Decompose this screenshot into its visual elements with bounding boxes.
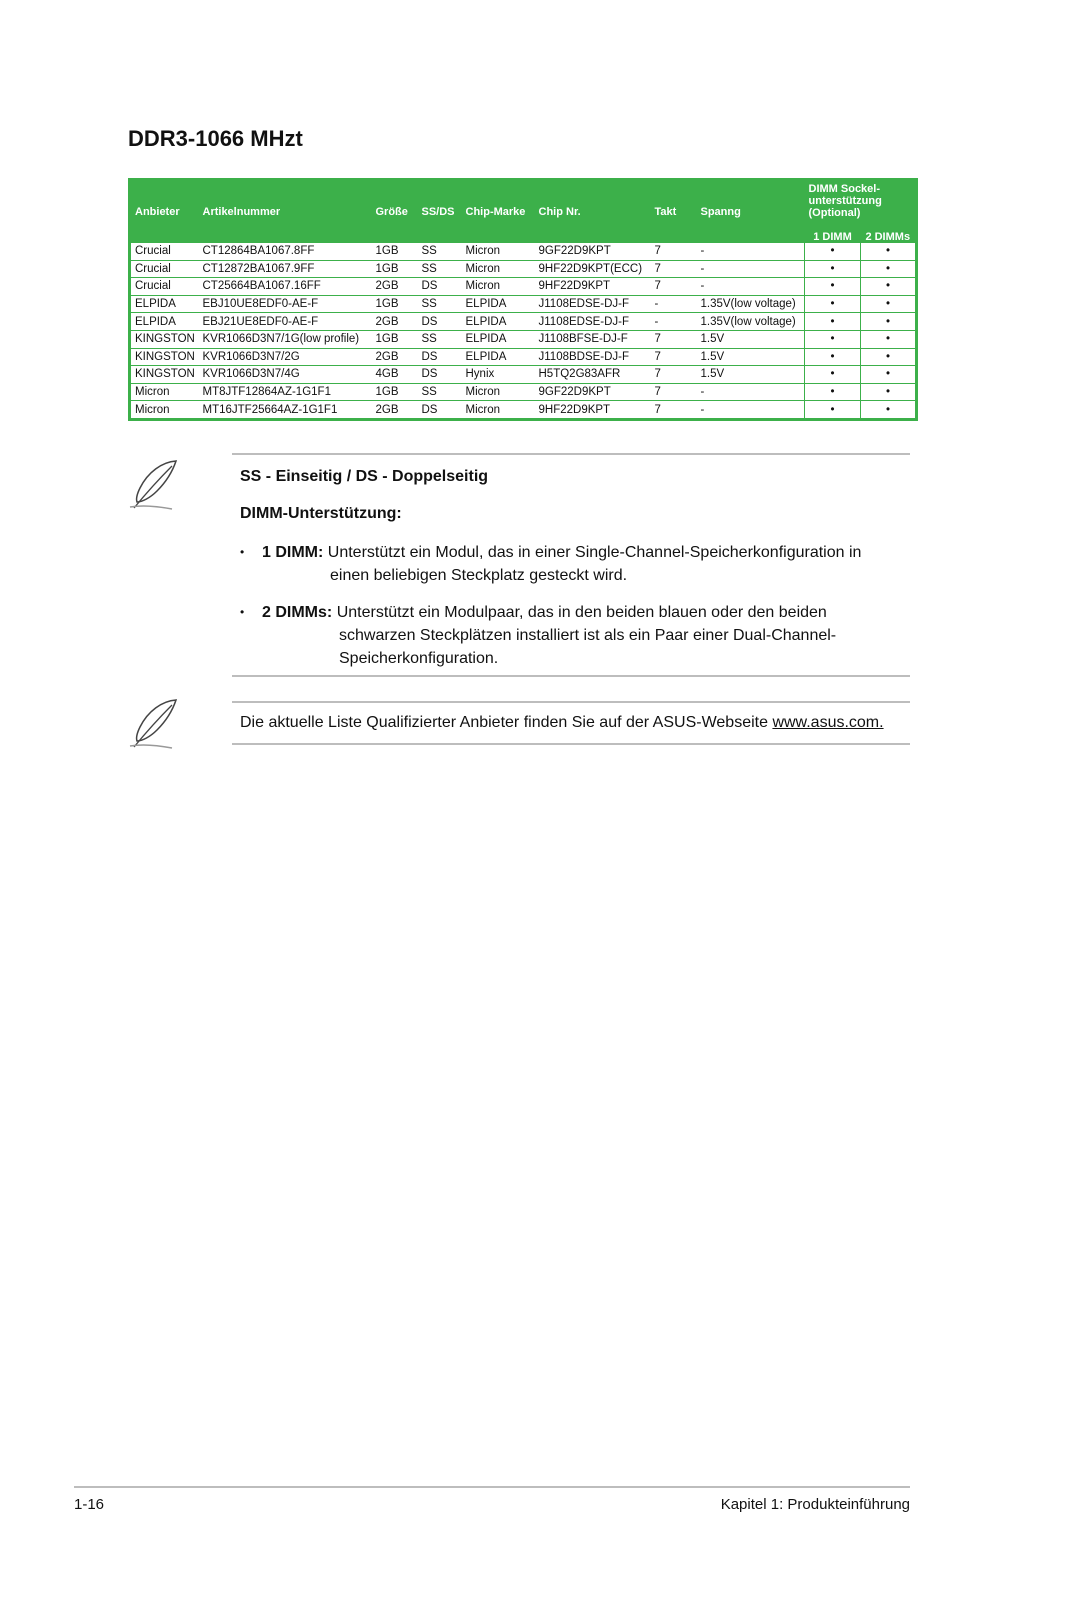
table-row bbox=[130, 348, 917, 366]
bullet2-text-line1: Unterstützt ein Modulpaar, das in den beiden blauen oder den beiden bbox=[336, 604, 827, 621]
note-feather-icon bbox=[128, 697, 180, 751]
page-number: 1-16 bbox=[74, 1496, 105, 1513]
cell-timing: 7 bbox=[651, 401, 697, 420]
cell-timing: 7 bbox=[651, 278, 697, 296]
cell-one-dimm: • bbox=[805, 313, 861, 331]
cell-chip-brand: ELPIDA bbox=[462, 313, 535, 331]
cell-chip-number: 9GF22D9KPT bbox=[535, 383, 651, 401]
cell-size: 1GB bbox=[372, 243, 418, 260]
cell-voltage: - bbox=[697, 401, 805, 420]
cell-size: 2GB bbox=[372, 401, 418, 420]
cell-chip-brand: Micron bbox=[462, 383, 535, 401]
cell-one-dimm: • bbox=[805, 348, 861, 366]
bullet-2-dimms bbox=[240, 601, 900, 670]
cell-voltage: 1.5V bbox=[697, 366, 805, 384]
cell-chip-brand: ELPIDA bbox=[462, 330, 535, 348]
cell-chip-number: J1108EDSE-DJ-F bbox=[535, 313, 651, 331]
table-header-row bbox=[130, 180, 917, 231]
col-header-timing: Takt bbox=[651, 180, 697, 244]
cell-size: 1GB bbox=[372, 260, 418, 278]
cell-timing: 7 bbox=[651, 366, 697, 384]
cell-part-number: CT12864BA1067.8FF bbox=[199, 243, 372, 260]
cell-vendor: ELPIDA bbox=[130, 295, 199, 313]
bullet1-label: 1 DIMM: bbox=[262, 544, 324, 561]
cell-vendor: Crucial bbox=[130, 243, 199, 260]
cell-chip-brand: Micron bbox=[462, 278, 535, 296]
bullet2-label: 2 DIMMs: bbox=[262, 604, 333, 621]
cell-size: 1GB bbox=[372, 383, 418, 401]
cell-part-number: EBJ10UE8EDF0-AE-F bbox=[199, 295, 372, 313]
cell-ssds: SS bbox=[418, 383, 462, 401]
cell-part-number: MT8JTF12864AZ-1G1F1 bbox=[199, 383, 372, 401]
note2-sentence: Die aktuelle Liste Qualifizierter Anbieter finden Sie auf der ASUS-Webseite bbox=[240, 714, 768, 731]
cell-part-number: CT25664BA1067.16FF bbox=[199, 278, 372, 296]
cell-two-dimms: • bbox=[861, 366, 917, 384]
table-row bbox=[130, 295, 917, 313]
bullet2-text-line2: schwarzen Steckplätzen installiert ist als ein Paar einer Dual-Channel- bbox=[339, 627, 837, 644]
cell-ssds: DS bbox=[418, 348, 462, 366]
bullet-mark: • bbox=[240, 605, 245, 619]
cell-part-number: KVR1066D3N7/1G(low profile) bbox=[199, 330, 372, 348]
col-header-part-number: Artikelnummer bbox=[199, 180, 372, 244]
col-header-dimm-support bbox=[805, 180, 917, 231]
cell-voltage: 1.35V(low voltage) bbox=[697, 295, 805, 313]
cell-part-number: MT16JTF25664AZ-1G1F1 bbox=[199, 401, 372, 420]
cell-chip-number: J1108EDSE-DJ-F bbox=[535, 295, 651, 313]
cell-vendor: Micron bbox=[130, 401, 199, 420]
note1-top-rule bbox=[232, 453, 910, 455]
cell-two-dimms: • bbox=[861, 243, 917, 260]
cell-vendor: Crucial bbox=[130, 260, 199, 278]
col-header-chip-brand: Chip-Marke bbox=[462, 180, 535, 244]
chapter-title: Kapitel 1: Produkteinführung bbox=[720, 1496, 910, 1513]
cell-part-number: EBJ21UE8EDF0-AE-F bbox=[199, 313, 372, 331]
cell-one-dimm: • bbox=[805, 243, 861, 260]
asus-website-link[interactable]: www.asus.com. bbox=[772, 714, 884, 731]
col-header-ssds: SS/DS bbox=[418, 180, 462, 244]
cell-voltage: 1.35V(low voltage) bbox=[697, 313, 805, 331]
cell-size: 2GB bbox=[372, 348, 418, 366]
cell-one-dimm: • bbox=[805, 295, 861, 313]
note1-heading: SS - Einseitig / DS - Doppelseitig bbox=[240, 468, 489, 485]
col-header-chip-number: Chip Nr. bbox=[535, 180, 651, 244]
footer-rule bbox=[74, 1486, 910, 1488]
cell-two-dimms: • bbox=[861, 260, 917, 278]
cell-ssds: SS bbox=[418, 295, 462, 313]
cell-ssds: DS bbox=[418, 366, 462, 384]
col-header-size: Größe bbox=[372, 180, 418, 244]
cell-two-dimms: • bbox=[861, 313, 917, 331]
cell-part-number: CT12872BA1067.9FF bbox=[199, 260, 372, 278]
cell-chip-number: 9HF22D9KPT bbox=[535, 401, 651, 420]
table-row bbox=[130, 330, 917, 348]
cell-chip-number: H5TQ2G83AFR bbox=[535, 366, 651, 384]
cell-one-dimm: • bbox=[805, 330, 861, 348]
cell-two-dimms: • bbox=[861, 401, 917, 420]
cell-size: 2GB bbox=[372, 313, 418, 331]
cell-chip-brand: Micron bbox=[462, 243, 535, 260]
memory-qvl-table bbox=[128, 178, 918, 421]
cell-timing: 7 bbox=[651, 260, 697, 278]
col-header-two-dimms: 2 DIMMs bbox=[861, 230, 917, 243]
bullet-mark: • bbox=[240, 545, 245, 559]
cell-vendor: KINGSTON bbox=[130, 348, 199, 366]
cell-one-dimm: • bbox=[805, 366, 861, 384]
bullet2-text-line3: Speicherkonfiguration. bbox=[339, 650, 499, 667]
cell-two-dimms: • bbox=[861, 330, 917, 348]
cell-voltage: - bbox=[697, 383, 805, 401]
cell-size: 4GB bbox=[372, 366, 418, 384]
table-row bbox=[130, 278, 917, 296]
note2-top-rule bbox=[232, 701, 910, 703]
col-header-voltage: Spanng bbox=[697, 180, 805, 244]
note-feather-icon bbox=[128, 458, 180, 512]
cell-voltage: - bbox=[697, 278, 805, 296]
note1-bottom-rule bbox=[232, 675, 910, 677]
note1-subheading: DIMM-Unterstützung: bbox=[240, 505, 402, 522]
cell-timing: 7 bbox=[651, 383, 697, 401]
bullet1-text-line1: Unterstützt ein Modul, das in einer Single-Channel-Speicherkonfiguration in bbox=[327, 544, 862, 561]
cell-one-dimm: • bbox=[805, 260, 861, 278]
cell-vendor: Crucial bbox=[130, 278, 199, 296]
cell-size: 2GB bbox=[372, 278, 418, 296]
dimm-support-line2: unterstützung bbox=[808, 195, 882, 207]
cell-chip-brand: Micron bbox=[462, 401, 535, 420]
cell-timing: 7 bbox=[651, 348, 697, 366]
cell-ssds: DS bbox=[418, 401, 462, 420]
cell-chip-brand: Micron bbox=[462, 260, 535, 278]
cell-ssds: SS bbox=[418, 330, 462, 348]
cell-chip-brand: Hynix bbox=[462, 366, 535, 384]
cell-one-dimm: • bbox=[805, 383, 861, 401]
cell-chip-number: 9HF22D9KPT bbox=[535, 278, 651, 296]
cell-chip-brand: ELPIDA bbox=[462, 295, 535, 313]
cell-voltage: - bbox=[697, 260, 805, 278]
cell-vendor: KINGSTON bbox=[130, 330, 199, 348]
cell-vendor: Micron bbox=[130, 383, 199, 401]
cell-one-dimm: • bbox=[805, 278, 861, 296]
cell-ssds: DS bbox=[418, 278, 462, 296]
cell-two-dimms: • bbox=[861, 383, 917, 401]
cell-two-dimms: • bbox=[861, 348, 917, 366]
cell-timing: - bbox=[651, 295, 697, 313]
cell-voltage: 1.5V bbox=[697, 330, 805, 348]
cell-vendor: ELPIDA bbox=[130, 313, 199, 331]
note2-text bbox=[240, 714, 884, 732]
cell-size: 1GB bbox=[372, 330, 418, 348]
table-row bbox=[130, 366, 917, 384]
dimm-support-line3: (Optional) bbox=[808, 207, 861, 219]
cell-ssds: DS bbox=[418, 313, 462, 331]
table-row bbox=[130, 243, 917, 260]
cell-chip-number: J1108BDSE-DJ-F bbox=[535, 348, 651, 366]
cell-ssds: SS bbox=[418, 243, 462, 260]
cell-ssds: SS bbox=[418, 260, 462, 278]
cell-chip-number: 9HF22D9KPT(ECC) bbox=[535, 260, 651, 278]
cell-voltage: - bbox=[697, 243, 805, 260]
page-title: DDR3-1066 MHzt bbox=[128, 126, 303, 151]
dimm-support-line1: DIMM Sockel- bbox=[808, 183, 881, 195]
cell-timing: 7 bbox=[651, 243, 697, 260]
cell-chip-brand: ELPIDA bbox=[462, 348, 535, 366]
cell-part-number: KVR1066D3N7/2G bbox=[199, 348, 372, 366]
cell-vendor: KINGSTON bbox=[130, 366, 199, 384]
cell-two-dimms: • bbox=[861, 295, 917, 313]
table-row bbox=[130, 260, 917, 278]
cell-chip-number: J1108BFSE-DJ-F bbox=[535, 330, 651, 348]
cell-chip-number: 9GF22D9KPT bbox=[535, 243, 651, 260]
cell-two-dimms: • bbox=[861, 278, 917, 296]
cell-timing: 7 bbox=[651, 330, 697, 348]
col-header-vendor: Anbieter bbox=[130, 180, 199, 244]
cell-part-number: KVR1066D3N7/4G bbox=[199, 366, 372, 384]
table-row bbox=[130, 401, 917, 420]
cell-timing: - bbox=[651, 313, 697, 331]
col-header-one-dimm: 1 DIMM bbox=[805, 230, 861, 243]
cell-voltage: 1.5V bbox=[697, 348, 805, 366]
bullet-1-dimm bbox=[240, 541, 900, 587]
table-row bbox=[130, 383, 917, 401]
table-row bbox=[130, 313, 917, 331]
cell-size: 1GB bbox=[372, 295, 418, 313]
bullet1-text-line2: einen beliebigen Steckplatz gesteckt wird. bbox=[330, 567, 628, 584]
note2-bottom-rule bbox=[232, 743, 910, 745]
cell-one-dimm: • bbox=[805, 401, 861, 420]
